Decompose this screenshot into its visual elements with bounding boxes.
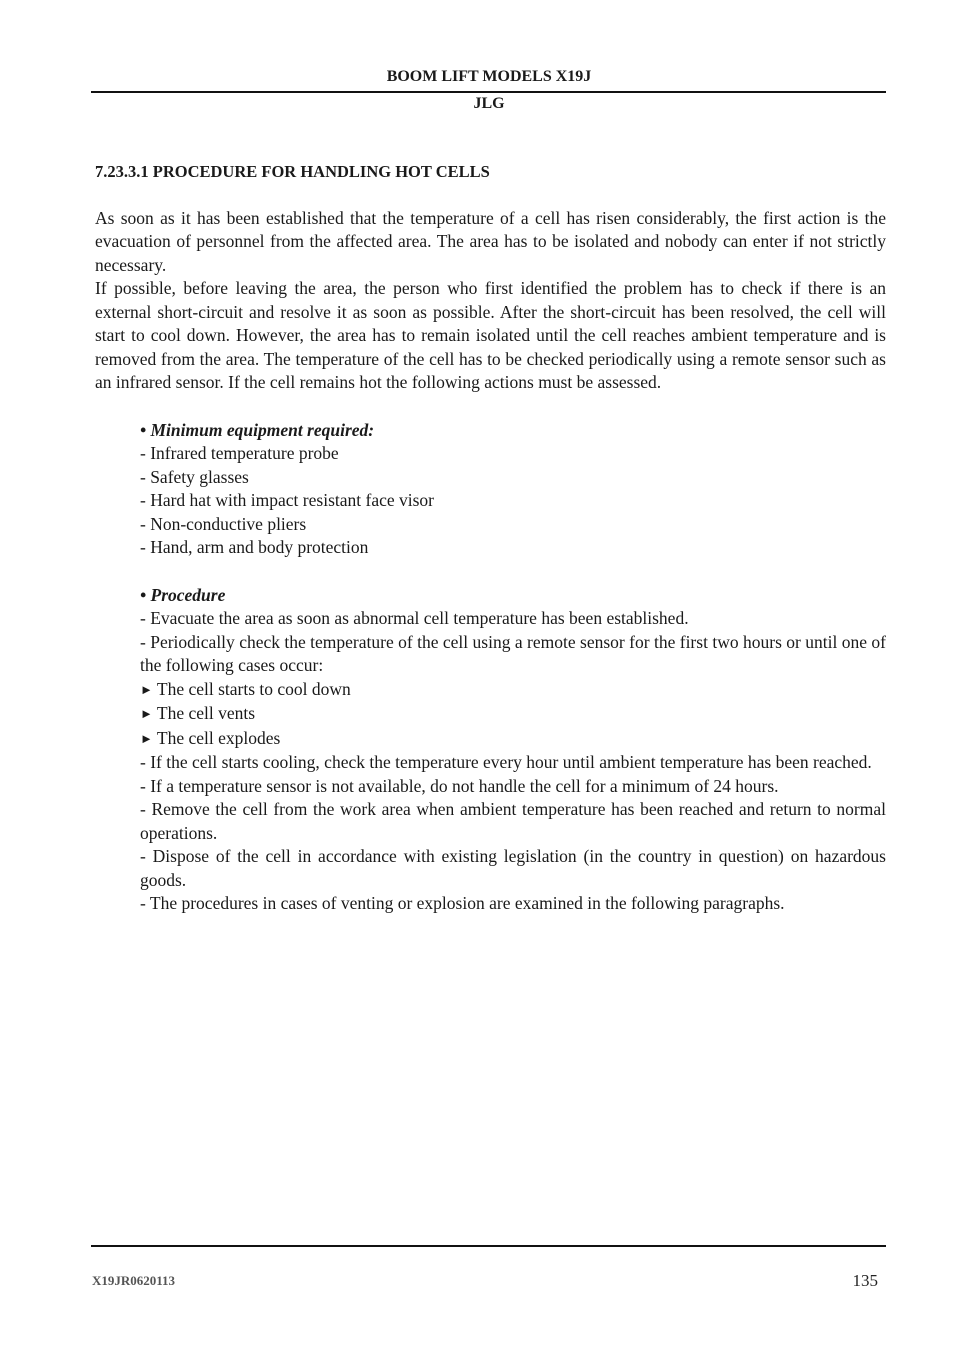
arrow-icon: ►: [140, 706, 153, 721]
procedure-heading: • Procedure: [140, 584, 226, 605]
case-item: [140, 678, 886, 703]
case-text: The cell explodes: [156, 727, 281, 748]
arrow-icon: ►: [140, 730, 153, 746]
equipment-heading: • Minimum equipment required:: [140, 419, 375, 440]
procedure-step: - If a temperature sensor is not available, do not handle the cell for a minimum of 24 hours.: [140, 775, 779, 796]
arrow-icon: ►: [140, 681, 153, 697]
procedure-step: - Dispose of the cell in accordance with existing legislation (in the country in question) on hazardous goods.: [140, 846, 886, 890]
case-item: [140, 727, 886, 752]
case-text: The cell vents: [156, 703, 256, 723]
procedure-step: - Remove the cell from the work area when ambient temperature has been reached and return to normal operations.: [140, 799, 886, 843]
list-item: - Hand, arm and body protection: [140, 537, 369, 557]
intro-paragraph: As soon as it has been established that the temperature of a cell has risen considerably, the first action is the evacuation of personnel from the affected area. The area has to be isolated and nobody can enter if not strictly necessary.: [95, 207, 886, 275]
section-title: 7.23.3.1 PROCEDURE FOR HANDLING HOT CELLS: [95, 162, 490, 181]
action-paragraph: If possible, before leaving the area, the person who first identified the problem has to check if there is an external short-circuit and resolve it as soon as possible. After the short-circuit has been resolved, the cell will start to cool down. However, the area has to remain isolated until the cell reaches ambient temperature and is removed from the area. The temperature of the cell has to be checked periodically using a remote sensor such as an infrared sensor. If the cell remains hot the following actions must be assessed.: [95, 278, 886, 392]
procedure-step: - If the cell starts cooling, check the temperature every hour until ambient temperature has been reached.: [140, 752, 872, 772]
list-item: - Hard hat with impact resistant face visor: [140, 490, 434, 510]
document-code: X19JR0620113: [92, 1273, 176, 1288]
case-item: [140, 702, 886, 727]
procedure-step: - The procedures in cases of venting or explosion are examined in the following paragraphs.: [140, 893, 785, 913]
case-text: The cell starts to cool down: [156, 678, 351, 699]
list-item: - Safety glasses: [140, 466, 249, 487]
header-title: BOOM LIFT MODELS X19J: [386, 68, 592, 85]
list-item: - Infrared temperature probe: [140, 443, 339, 463]
procedure-step: - Evacuate the area as soon as abnormal cell temperature has been established.: [140, 608, 689, 628]
header-subtitle: JLG: [473, 95, 505, 112]
header-rule: [91, 91, 886, 93]
equipment-list: [140, 419, 886, 560]
procedure-step: - Periodically check the temperature of the cell using a remote sensor for the first two hours or until one of the following cases occur:: [140, 631, 886, 675]
page-number: 135: [852, 1271, 878, 1290]
procedure-list: [140, 584, 886, 916]
footer-rule: [91, 1245, 886, 1247]
page-content: [95, 160, 886, 916]
list-item: - Non-conductive pliers: [140, 513, 307, 534]
